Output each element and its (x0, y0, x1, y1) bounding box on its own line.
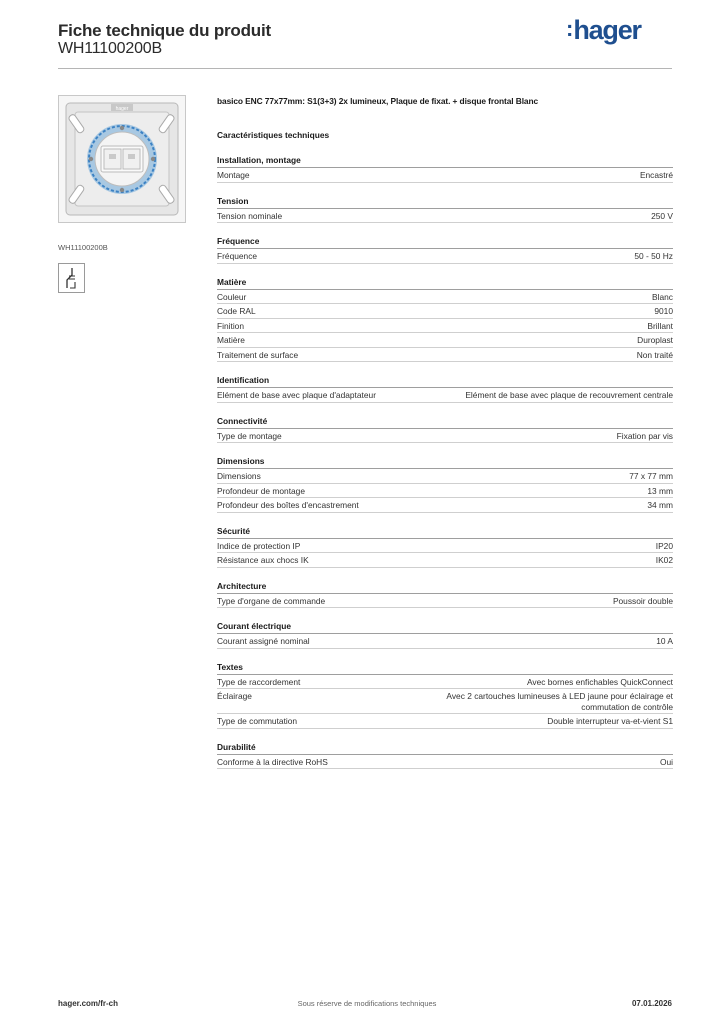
logo-text: hager (573, 15, 641, 45)
section-title: Architecture (217, 581, 673, 594)
image-caption: WH11100200B (58, 243, 108, 252)
image-brand-text: hager (115, 106, 129, 112)
spec-row (217, 484, 673, 499)
spec-section (217, 581, 673, 609)
spec-row (217, 304, 673, 319)
section-title: Courant électrique (217, 621, 673, 634)
spec-value: Duroplast (637, 335, 673, 345)
section-title: Tension (217, 196, 673, 209)
spec-section (217, 277, 673, 363)
spec-row (217, 209, 673, 224)
section-title: Dimensions (217, 456, 673, 469)
spec-value: Blanc (652, 291, 673, 302)
spec-section (217, 196, 673, 224)
spec-section (217, 742, 673, 770)
spec-label: Courant assigné nominal (217, 636, 310, 646)
spec-row (217, 539, 673, 554)
spec-section (217, 236, 673, 264)
spec-value: Fixation par vis (616, 430, 673, 441)
spec-value: 77 x 77 mm (629, 471, 673, 481)
characteristics-title: Caractéristiques techniques (217, 130, 330, 140)
spec-section (217, 526, 673, 568)
spec-label: Type de commutation (217, 716, 298, 726)
spec-value: 34 mm (647, 500, 673, 510)
spec-row (217, 634, 673, 649)
spec-value: Brillant (647, 320, 673, 331)
spec-section (217, 662, 673, 729)
spec-row (217, 333, 673, 348)
connection-symbol-icon (58, 263, 85, 293)
spec-value: 10 A (656, 636, 673, 646)
spec-row (217, 553, 673, 568)
section-title: Sécurité (217, 526, 673, 539)
section-title: Textes (217, 662, 673, 675)
spec-value: 13 mm (647, 485, 673, 496)
section-title: Matière (217, 277, 673, 290)
spec-value: IP20 (655, 540, 673, 551)
spec-row (217, 429, 673, 444)
spec-label: Type d'organe de commande (217, 595, 326, 606)
product-reference: WH11100200B (58, 40, 162, 57)
product-image (58, 95, 186, 223)
spec-label: Éclairage (217, 691, 252, 701)
footer-notice: Sous réserve de modifications techniques (297, 999, 437, 1008)
product-description: basico ENC 77x77mm: S1(3+3) 2x lumineux, Plaque de fixat. + disque frontal Blanc (217, 96, 539, 106)
spec-label: Type de raccordement (217, 676, 301, 687)
spec-label: Traitement de surface (217, 349, 299, 360)
spec-label: Code RAL (217, 306, 256, 316)
spec-label: Dimensions (217, 471, 261, 481)
spec-label: Type de montage (217, 430, 282, 441)
footer-website[interactable]: hager.com/fr-ch (58, 999, 119, 1008)
spec-label: Profondeur de montage (217, 485, 305, 496)
spec-value: Encastré (639, 170, 673, 180)
spec-label: Elément de base avec plaque d'adaptateur (217, 390, 376, 400)
spec-row (217, 594, 673, 609)
spec-label: Fréquence (217, 251, 258, 261)
spec-value: 250 V (651, 210, 673, 221)
spec-row (217, 469, 673, 484)
spec-row (217, 348, 673, 363)
spec-section (217, 456, 673, 513)
section-title: Identification (217, 375, 673, 388)
spec-label: Profondeur des boîtes d'encastrement (217, 500, 359, 510)
spec-label: Indice de protection IP (217, 540, 301, 551)
spec-row (217, 290, 673, 305)
spec-row (217, 168, 673, 183)
section-title: Fréquence (217, 236, 673, 249)
section-title: Installation, montage (217, 155, 673, 168)
spec-value: 50 - 50 Hz (634, 251, 673, 261)
spec-label: Finition (217, 320, 244, 331)
spec-label: Résistance aux chocs IK (217, 555, 309, 565)
spec-section (217, 416, 673, 444)
spec-row (217, 249, 673, 264)
spec-sections (217, 155, 673, 769)
spec-label: Montage (217, 170, 250, 180)
section-title: Durabilité (217, 742, 673, 755)
footer-date: 07.01.2026 (631, 999, 672, 1008)
section-title: Connectivité (217, 416, 673, 429)
spec-section (217, 621, 673, 649)
spec-row (217, 714, 673, 729)
spec-value: Non traité (636, 349, 673, 360)
page-title: Fiche technique du produit (58, 21, 271, 40)
spec-label: Tension nominale (217, 210, 283, 221)
switch-illustration (59, 96, 185, 222)
spec-row (217, 689, 673, 714)
spec-value: Poussoir double (612, 595, 673, 606)
spec-value: IK02 (655, 555, 673, 565)
spec-row (217, 675, 673, 690)
spec-label: Couleur (217, 291, 247, 302)
spec-value: Double interrupteur va-et-vient S1 (547, 716, 673, 726)
spec-row (217, 498, 673, 513)
spec-row (217, 388, 673, 403)
spec-label: Conforme à la directive RoHS (217, 756, 328, 767)
hager-logo: :hager (566, 15, 641, 45)
spec-section (217, 155, 673, 183)
header-divider (58, 68, 672, 69)
spec-row (217, 755, 673, 770)
content-column (217, 96, 673, 769)
spec-value: Elément de base avec plaque de recouvrement centrale (465, 390, 673, 400)
spec-section (217, 375, 673, 403)
spec-value: Oui (659, 756, 673, 767)
spec-value: Avec bornes enfichables QuickConnect (526, 676, 673, 687)
spec-value: Avec 2 cartouches lumineuses à LED jaune pour éclairage et commutation de contrôle (446, 691, 673, 712)
spec-label: Matière (217, 335, 245, 345)
spec-row (217, 319, 673, 334)
spec-value: 9010 (654, 306, 673, 316)
